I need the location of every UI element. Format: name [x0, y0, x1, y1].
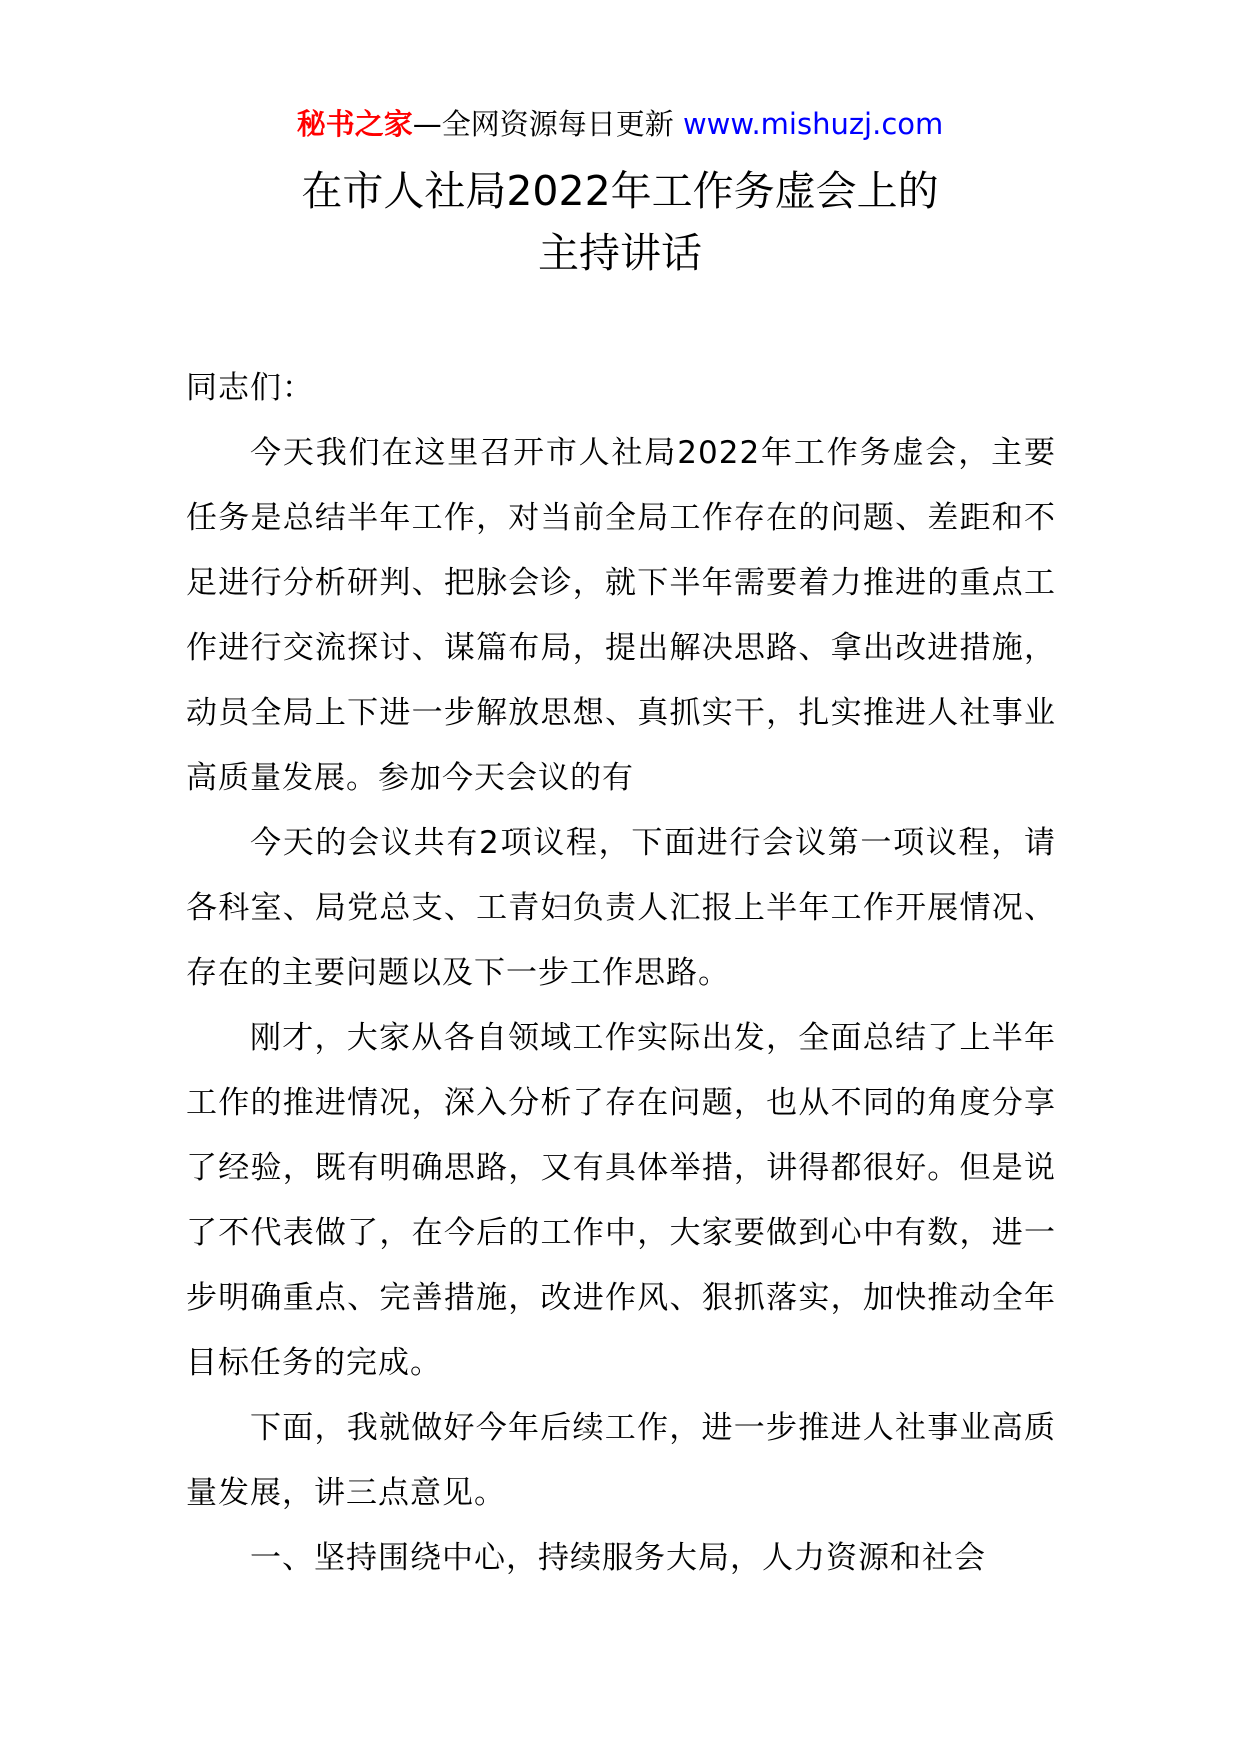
- title-line-2: 主持讲话: [538, 229, 702, 277]
- banner-slogan: —全网资源每日更新: [412, 107, 683, 141]
- section-heading-1: 一、坚持围绕中心，持续服务大局，人力资源和社会: [250, 1540, 986, 1576]
- paragraph-3: 刚才，大家从各自领域工作实际出发，全面总结了上半年工作的推进情况，深入分析了存在问题，也从不同的角度分享了经验，既有明确思路，又有具体举措，讲得都很好。但是说了不代表做了，在今后的工作中，大家要做到心中有数，进一步明确重点、完善措施，改进作风、狠抓落实，加快推动全年目标任务的完成。: [186, 1020, 1056, 1381]
- document-title: [0, 160, 1240, 284]
- site-banner: [0, 104, 1240, 144]
- salutation: 同志们：: [186, 370, 314, 406]
- site-url-link[interactable]: www.mishuzj.com: [682, 107, 944, 141]
- brand-name: 秘书之家: [296, 107, 413, 141]
- paragraph-2: 今天的会议共有2项议程，下面进行会议第一项议程，请各科室、局党总支、工青妇负责人汇报上半年工作开展情况、存在的主要问题以及下一步工作思路。: [186, 825, 1056, 991]
- paragraph-1: 今天我们在这里召开市人社局2022年工作务虚会，主要任务是总结半年工作，对当前全局工作存在的问题、差距和不足进行分析研判、把脉会诊，就下半年需要着力推进的重点工作进行交流探讨、谋篇布局，提出解决思路、拿出改进措施，动员全局上下进一步解放思想、真抓实干，扎实推进人社事业高质量发展。参加今天会议的有: [186, 435, 1056, 796]
- paragraph-4: 下面，我就做好今年后续工作，进一步推进人社事业高质量发展，讲三点意见。: [186, 1410, 1056, 1511]
- title-line-1: 在市人社局2022年工作务虚会上的: [301, 167, 939, 215]
- document-body: [186, 356, 1056, 1591]
